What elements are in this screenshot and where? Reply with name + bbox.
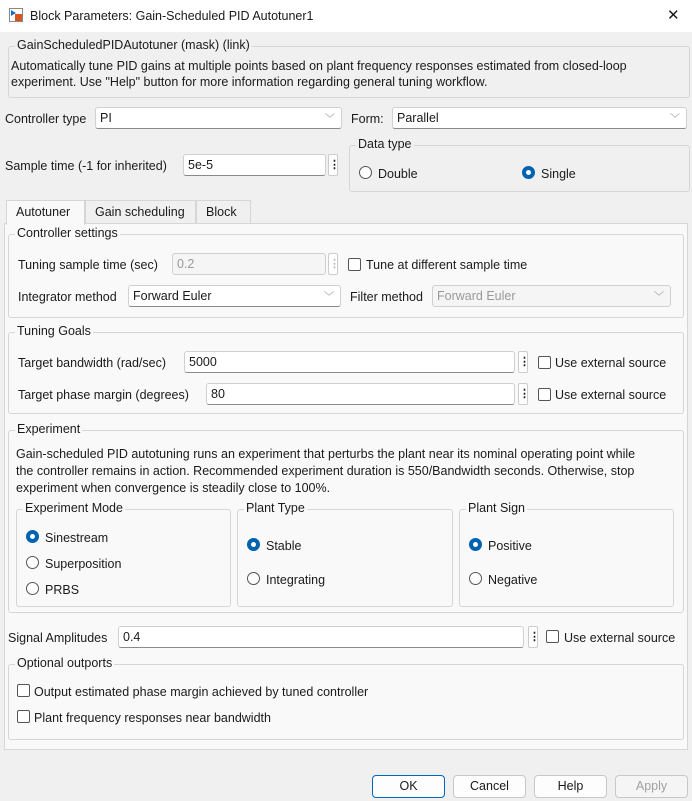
chevron-down-icon: ﹀ [324,292,334,303]
more-options-button[interactable]: ⋮ [328,253,338,275]
radio-double-label: Double [378,167,418,181]
radio-positive[interactable] [469,538,482,551]
tuning-sample-time-input[interactable]: 0.2 [172,253,326,275]
simulink-block-icon [9,8,23,22]
output-phase-margin-checkbox[interactable] [17,684,30,697]
chevron-down-icon: ﹀ [654,292,664,303]
target-bandwidth-input[interactable]: 5000 [184,351,515,373]
experiment-description-line2: the controller remains in action. Recommended experiment duration is 550/Bandwidth seconds. Otherwise, stop [16,464,635,478]
sample-time-label: Sample time (-1 for inherited) [5,159,167,173]
radio-prbs-label: PRBS [45,583,80,597]
plant-type-group [237,501,453,607]
target-bandwidth-label: Target bandwidth (rad/sec) [18,356,166,370]
radio-sinestream-label: Sinestream [45,531,109,545]
radio-superposition-label: Superposition [45,557,122,571]
mask-description-line2: experiment. Use "Help" button for more information regarding general tuning workflow. [11,75,488,89]
radio-stable-label: Stable [266,539,302,553]
filter-method-value: Forward Euler [437,289,516,303]
experiment-mode-title: Experiment Mode [25,501,123,515]
radio-positive-label: Positive [488,539,532,553]
integrator-method-dropdown[interactable] [128,285,341,307]
ok-button[interactable]: OK [372,775,445,798]
radio-single[interactable] [522,166,535,179]
plant-frequency-responses-label: Plant frequency responses near bandwidth [34,711,271,725]
controller-type-label: Controller type [5,112,87,126]
tune-different-sample-time-label: Tune at different sample time [366,258,528,272]
apply-button[interactable]: Apply [615,775,688,798]
integrator-method-value: Forward Euler [133,289,212,303]
chevron-down-icon: ﹀ [325,114,335,125]
signal-amplitudes-input[interactable]: 0.4 [118,626,524,648]
target-phase-margin-input[interactable]: 80 [206,383,515,405]
controller-type-dropdown[interactable] [95,107,342,129]
radio-sinestream[interactable] [26,530,39,543]
controller-settings-title: Controller settings [17,226,118,240]
radio-negative-label: Negative [488,573,538,587]
tab-gain-scheduling[interactable]: Gain scheduling [85,200,196,224]
form-value: Parallel [397,111,439,125]
help-button[interactable]: Help [534,775,607,798]
data-type-title: Data type [358,137,412,151]
plant-sign-group [459,501,674,607]
tuning-goals-title: Tuning Goals [17,324,91,338]
radio-superposition[interactable] [26,556,39,569]
window-title: Block Parameters: Gain-Scheduled PID Autotuner1 [30,9,314,23]
signal-amplitudes-label: Signal Amplitudes [8,631,108,645]
close-icon[interactable]: ✕ [667,7,680,24]
more-options-button[interactable]: ⋮ [528,626,538,648]
mask-description-line1: Automatically tune PID gains at multiple points based on plant frequency responses estimated from closed-loop [11,59,627,73]
more-options-button[interactable]: ⋮ [518,383,528,405]
signal-external-source-checkbox[interactable] [546,630,559,643]
phase-external-source-label: Use external source [555,388,667,402]
title-bar [0,0,692,32]
chevron-down-icon: ﹀ [670,114,680,125]
radio-prbs[interactable] [26,582,39,595]
radio-double[interactable] [359,166,372,179]
radio-integrating[interactable] [247,572,260,585]
tab-autotuner[interactable]: Autotuner [6,200,85,225]
radio-stable[interactable] [247,538,260,551]
more-options-button[interactable]: ⋮ [518,351,528,373]
mask-title: GainScheduledPIDAutotuner (mask) (link) [17,38,250,52]
form-dropdown[interactable] [392,107,687,129]
tuning-sample-time-label: Tuning sample time (sec) [18,258,158,272]
filter-method-label: Filter method [350,290,423,304]
more-options-button[interactable]: ⋮ [328,154,338,176]
sample-time-input[interactable]: 5e-5 [183,154,326,176]
cancel-button[interactable]: Cancel [453,775,526,798]
radio-single-label: Single [541,167,576,181]
experiment-description-line1: Gain-scheduled PID autotuning runs an experiment that perturbs the plant near its nominal operating point while [16,447,636,461]
plant-type-title: Plant Type [246,501,305,515]
plant-frequency-responses-checkbox[interactable] [17,710,30,723]
bandwidth-external-source-label: Use external source [555,356,667,370]
experiment-description-line3: experiment when convergence is steadily close to 100%. [16,481,331,495]
output-phase-margin-label: Output estimated phase margin achieved by tuned controller [34,685,369,699]
signal-external-source-label: Use external source [564,631,676,645]
form-label: Form: [351,112,384,126]
integrator-method-label: Integrator method [18,290,117,304]
experiment-title: Experiment [17,422,81,436]
optional-outports-group [8,656,684,740]
optional-outports-title: Optional outports [17,656,113,670]
radio-integrating-label: Integrating [266,573,326,587]
plant-sign-title: Plant Sign [468,501,525,515]
radio-negative[interactable] [469,572,482,585]
controller-type-value: PI [100,111,112,125]
phase-external-source-checkbox[interactable] [538,388,551,401]
bandwidth-external-source-checkbox[interactable] [538,356,551,369]
tab-block[interactable]: Block [196,200,251,224]
filter-method-dropdown[interactable] [432,285,671,307]
target-phase-margin-label: Target phase margin (degrees) [18,388,189,402]
tune-different-sample-time-checkbox[interactable] [348,258,361,271]
